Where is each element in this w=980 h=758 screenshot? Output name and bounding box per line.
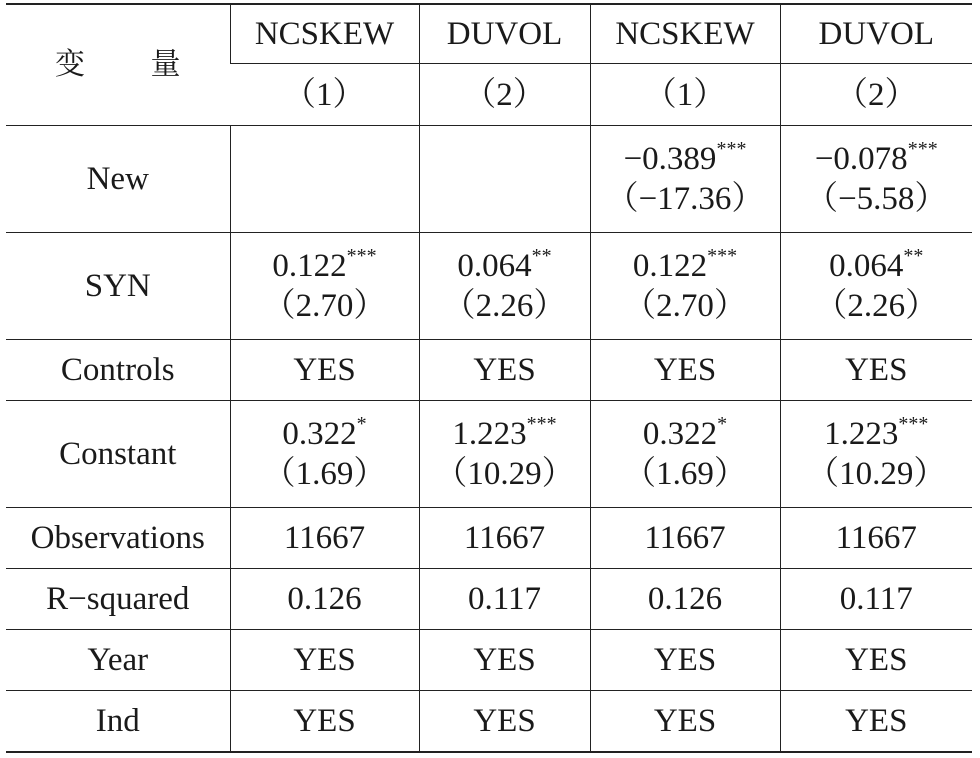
t-statistic: （1.69） bbox=[262, 456, 387, 492]
t-statistic: （2.26） bbox=[814, 288, 939, 324]
table-row-rsquared bbox=[6, 569, 972, 630]
table-cell: 11667 bbox=[780, 508, 972, 569]
coef-line bbox=[420, 246, 590, 286]
row-label: Observations bbox=[6, 508, 230, 569]
table-row-new bbox=[6, 126, 972, 233]
table-cell-coef bbox=[780, 401, 972, 508]
col-header-number: （2） bbox=[780, 64, 972, 126]
significance-stars: *** bbox=[907, 138, 938, 160]
row-label: Ind bbox=[6, 691, 230, 753]
coef-value: 0.122 bbox=[632, 248, 708, 284]
table-cell: 0.117 bbox=[780, 569, 972, 630]
significance-stars: ** bbox=[903, 245, 924, 267]
table-cell: 11667 bbox=[590, 508, 780, 569]
t-statistic: （1.69） bbox=[623, 456, 747, 492]
table-cell: YES bbox=[419, 691, 590, 753]
table-cell: YES bbox=[780, 691, 972, 753]
row-label: New bbox=[6, 126, 230, 233]
table-cell: 0.126 bbox=[590, 569, 780, 630]
coef-value: 0.064 bbox=[829, 248, 904, 284]
coef-line bbox=[231, 414, 419, 454]
col-header-name: DUVOL bbox=[419, 4, 590, 64]
table-cell-empty bbox=[419, 126, 590, 233]
table-row-constant bbox=[6, 401, 972, 508]
t-statistic: （10.29） bbox=[434, 456, 575, 492]
row-label: R−squared bbox=[6, 569, 230, 630]
table-cell: YES bbox=[230, 691, 419, 753]
col-header-number: （1） bbox=[230, 64, 419, 126]
table-cell: 11667 bbox=[419, 508, 590, 569]
t-statistic: （−17.36） bbox=[605, 181, 765, 217]
table-cell-coef bbox=[419, 401, 590, 508]
coef-line bbox=[591, 414, 780, 454]
table-cell: YES bbox=[419, 340, 590, 401]
t-statistic: （−5.58） bbox=[805, 181, 948, 217]
row-label: Year bbox=[6, 630, 230, 691]
table-cell: YES bbox=[590, 340, 780, 401]
significance-stars: * bbox=[356, 413, 367, 435]
table-cell-coef bbox=[419, 233, 590, 340]
coef-line bbox=[420, 414, 590, 454]
row-label: Constant bbox=[6, 401, 230, 508]
t-statistic: （2.26） bbox=[442, 288, 567, 324]
coef-line bbox=[781, 246, 973, 286]
table-cell: 11667 bbox=[230, 508, 419, 569]
coef-line bbox=[591, 139, 780, 179]
coef-value: 0.122 bbox=[272, 248, 347, 284]
coef-line bbox=[231, 246, 419, 286]
table-row-syn bbox=[6, 233, 972, 340]
table-cell-coef bbox=[780, 233, 972, 340]
significance-stars: *** bbox=[716, 138, 747, 160]
col-header-number: （2） bbox=[419, 64, 590, 126]
coef-value: 0.322 bbox=[282, 416, 357, 452]
table-cell-coef bbox=[590, 126, 780, 233]
significance-stars: * bbox=[717, 413, 728, 435]
table-row-controls bbox=[6, 340, 972, 401]
col-header-number: （1） bbox=[590, 64, 780, 126]
t-statistic: （2.70） bbox=[262, 288, 387, 324]
row-label: SYN bbox=[6, 233, 230, 340]
header-row-names bbox=[6, 4, 972, 64]
coef-line bbox=[781, 139, 973, 179]
table-cell-empty bbox=[230, 126, 419, 233]
row-label: Controls bbox=[6, 340, 230, 401]
coef-line bbox=[591, 246, 780, 286]
table-cell: YES bbox=[230, 630, 419, 691]
variable-header: 变 量 bbox=[6, 4, 230, 126]
significance-stars: *** bbox=[346, 245, 377, 267]
coef-value: 1.223 bbox=[824, 416, 899, 452]
table-cell: YES bbox=[780, 340, 972, 401]
table-cell: YES bbox=[780, 630, 972, 691]
coef-value: −0.078 bbox=[814, 141, 908, 177]
table-row-observations bbox=[6, 508, 972, 569]
significance-stars: ** bbox=[531, 245, 552, 267]
table-row-ind bbox=[6, 691, 972, 753]
t-statistic: （2.70） bbox=[623, 288, 747, 324]
coef-value: 0.322 bbox=[642, 416, 718, 452]
coef-value: 1.223 bbox=[452, 416, 527, 452]
regression-table bbox=[6, 3, 972, 753]
table-cell-coef bbox=[230, 233, 419, 340]
table-cell-coef bbox=[590, 233, 780, 340]
col-header-name: NCSKEW bbox=[230, 4, 419, 64]
table-cell: YES bbox=[419, 630, 590, 691]
coef-line bbox=[781, 414, 973, 454]
col-header-name: NCSKEW bbox=[590, 4, 780, 64]
table-cell: YES bbox=[590, 630, 780, 691]
significance-stars: *** bbox=[707, 245, 738, 267]
significance-stars: *** bbox=[526, 413, 557, 435]
table-cell: 0.117 bbox=[419, 569, 590, 630]
table-cell: YES bbox=[590, 691, 780, 753]
t-statistic: （10.29） bbox=[806, 456, 947, 492]
table-cell-coef bbox=[780, 126, 972, 233]
table-cell: YES bbox=[230, 340, 419, 401]
table-cell: 0.126 bbox=[230, 569, 419, 630]
table-cell-coef bbox=[590, 401, 780, 508]
col-header-name: DUVOL bbox=[780, 4, 972, 64]
coef-value: 0.064 bbox=[457, 248, 532, 284]
coef-value: −0.389 bbox=[623, 141, 717, 177]
table-cell-coef bbox=[230, 401, 419, 508]
table-row-year bbox=[6, 630, 972, 691]
significance-stars: *** bbox=[898, 413, 929, 435]
regression-table-container bbox=[6, 3, 972, 753]
